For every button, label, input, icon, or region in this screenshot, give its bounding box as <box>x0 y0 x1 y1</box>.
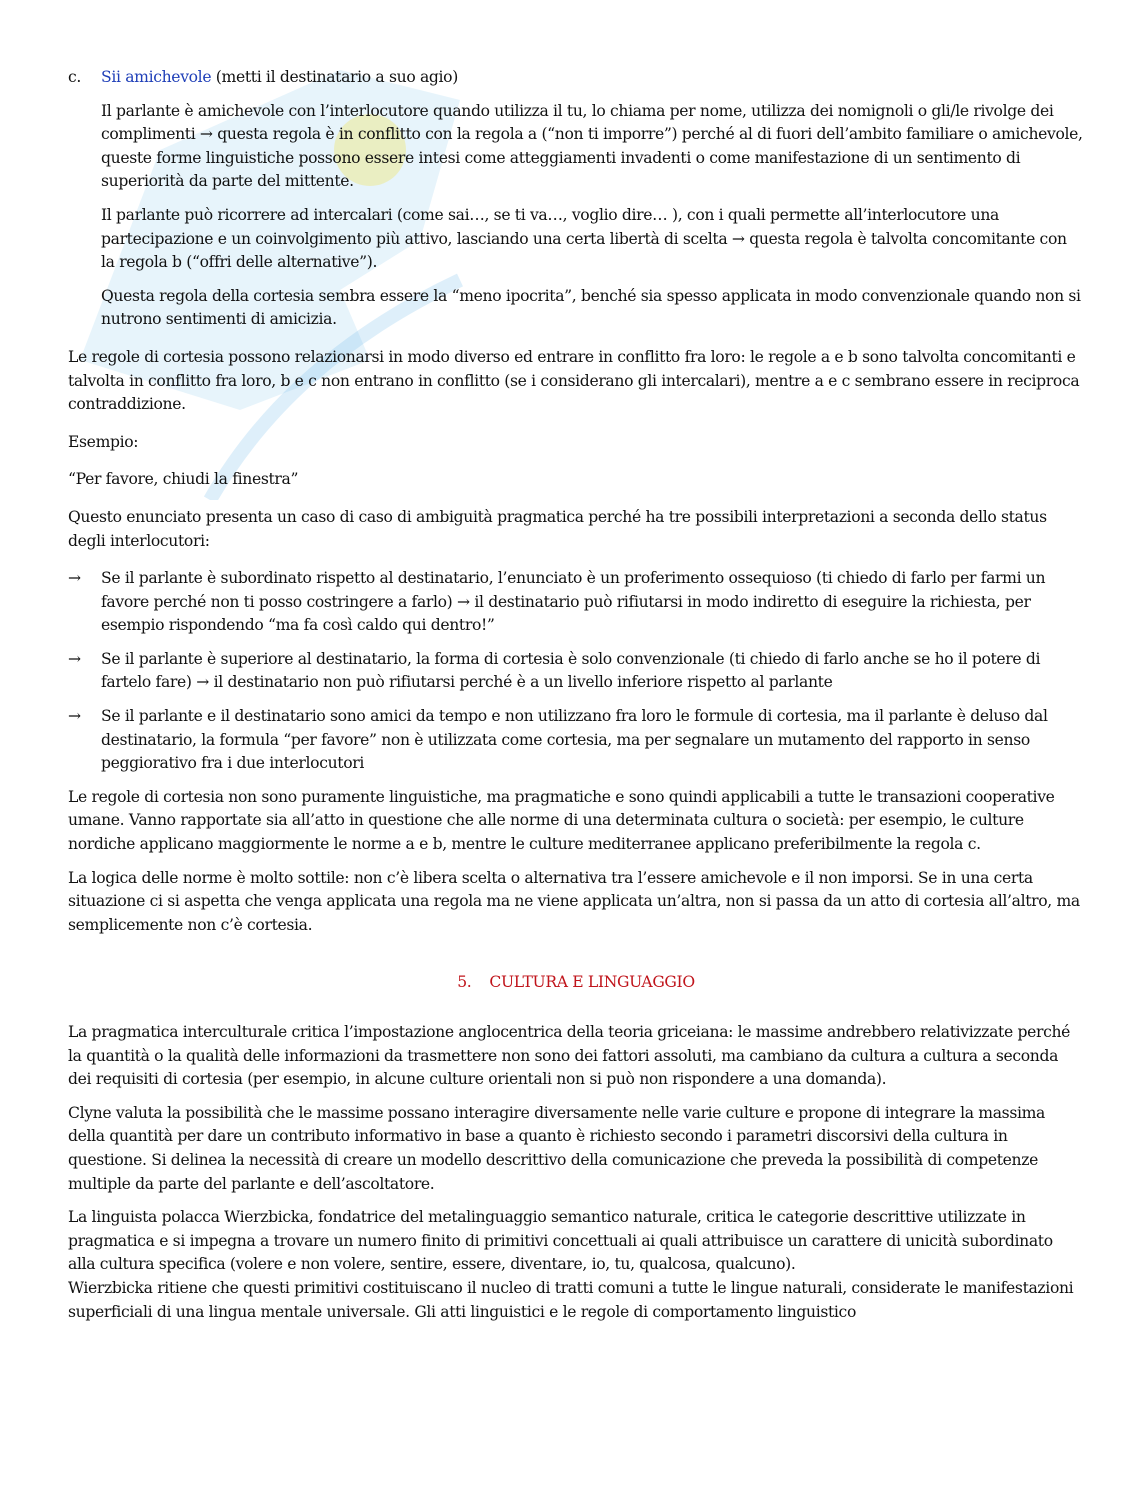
paragraph: La pragmatica interculturale critica l’impostazione anglocentrica della teoria griceiana: le massime andrebbero relativizzate perché la quantità o la qualità delle informazioni da trasmettere non sono dei fattori assoluti, ma cambiano da cultura a cultura a seconda dei requisiti di cortesia (per esempio, in alcune culture orientali non si può non rispondere a una domanda). <box>68 1023 1071 1089</box>
document-page <box>68 66 1084 1334</box>
list-marker: c. <box>68 68 81 86</box>
arrow-icon: → <box>68 649 81 668</box>
paragraph-line: La linguista polacca Wierzbicka, fondatrice del metalinguaggio semantico naturale, critica le categorie descrittive utilizzate in pragmatica e si impegna a trovare un numero finito di primitivi concettuali ai quali attribuisce un carattere di unicità subordinato alla cultura specifica (volere e non volere, sentire, essere, diventare, io, tu, qualcosa, qualcuno). <box>68 1208 1053 1274</box>
arrow-icon: → <box>68 569 81 588</box>
paragraph: Clyne valuta la possibilità che le massime possano interagire diversamente nelle varie culture e propone di integrare la massima della quantità per dare un contributo informativo in base a quanto è richiesto secondo i parametri discorsivi della cultura in questione. Si delinea la necessità di creare un modello descrittivo della comunicazione che preveda la possibilità di competenze multiple da parte del parlante e dell’ascoltatore. <box>68 1103 1045 1193</box>
paragraph: Le regole di cortesia non sono puramente linguistiche, ma pragmatiche e sono quindi applicabili a tutte le transazioni cooperative umane. Vanno rapportate sia all’atto in questione che alle norme di una determinata cultura o società: per esempio, le culture nordiche applicano maggiormente le norme a e b, mentre le culture mediterranee applicano preferibilmente la regola c. <box>68 787 1055 854</box>
rule-c-title: Sii amichevole <box>101 68 212 86</box>
paragraph-line: Wierzbicka ritiene che questi primitivi costituiscano il nucleo di tratti comuni a tutte le lingue naturali, considerate le manifestazioni superficiali di una lingua mentale universale. Gli atti linguistici e le regole di comportamento linguistico <box>68 1278 1074 1321</box>
list-item-text: Se il parlante e il destinatario sono amici da tempo e non utilizzano fra loro le formule di cortesia, ma il parlante è deluso dal destinatario, la formula “per favore” non è utilizzata come cortesia, ma per segnalare un mutamento del rapporto in senso peggiorativo fra i due interlocutori <box>101 707 1048 773</box>
list-item-text: Se il parlante è subordinato rispetto al destinatario, l’enunciato è un proferimento ossequioso (ti chiedo di farlo per farmi un favore perché non ti posso costringere a farlo) → il destinatario può rifiutarsi in modo indiretto di eseguire la richiesta, per esempio rispondendo “ma fa così caldo qui dentro!” <box>101 569 1046 635</box>
paragraph <box>68 1206 1084 1324</box>
rule-c-paragraph: Il parlante può ricorrere ad intercalari (come sai…, se ti va…, voglio dire… ), con i quali permette all’interlocutore una partecipazione e un coinvolgimento più attivo, lasciando una certa libertà di scelta → questa regola è talvolta concomitante con la regola b (“offri delle alternative”). <box>101 205 1067 272</box>
paragraph: Questo enunciato presenta un caso di caso di ambiguità pragmatica perché ha tre possibili interpretazioni a seconda dello status degli interlocutori: <box>68 507 1047 550</box>
paragraph: La logica delle norme è molto sottile: non c’è libera scelta o alternativa tra l’essere amichevole e il non imporsi. Se in una certa situazione ci si aspetta che venga applicata una regola ma ne viene applicata un’altra, non si passa da un atto di cortesia all’altro, ma semplicemente non c’è cortesia. <box>68 868 1080 934</box>
rule-c <box>68 66 1084 332</box>
list-item <box>68 648 1084 695</box>
rule-c-paragraph: Questa regola della cortesia sembra essere la “meno ipocrita”, benché sia spesso applicata in modo convenzionale quando non si nutrono sentimenti di amicizia. <box>101 286 1081 329</box>
paragraph: “Per favore, chiudi la finestra” <box>68 470 299 489</box>
rule-c-subtitle: (metti il destinatario a suo agio) <box>211 68 458 86</box>
paragraph: Le regole di cortesia possono relazionarsi in modo diverso ed entrare in conflitto fra loro: le regole a e b sono talvolta concomitanti e talvolta in conflitto fra loro, b e c non entrano in conflitto (se i considerano gli intercalari), mentre a e c sembrano essere in reciproca contraddizione. <box>68 347 1080 414</box>
arrow-icon: → <box>68 707 81 726</box>
list-item <box>68 705 1084 776</box>
list-item-text: Se il parlante è superiore al destinatario, la forma di cortesia è solo convenzionale (ti chiedo di farlo anche se ho il potere di fartelo fare) → il destinatario non può rifiutarsi perché è a un livello inferiore rispetto al parlante <box>101 649 1041 692</box>
section-heading <box>68 971 1084 995</box>
rule-c-paragraph: Il parlante è amichevole con l’interlocutore quando utilizza il tu, lo chiama per nome, utilizza dei nomignoli o gli/le rivolge dei complimenti → questa regola è in conflitto con la regola a (“non ti imporre”) perché al di fuori dell’ambito familiare o amichevole, queste forme linguistiche possono essere intesi come atteggiamenti invadenti o come manifestazione di un sentimento di superiorità da parte del mittente. <box>101 101 1083 191</box>
paragraph: Esempio: <box>68 432 139 451</box>
list-item <box>68 567 1084 638</box>
section-title: CULTURA E LINGUAGGIO <box>489 973 695 992</box>
section-number: 5. <box>457 973 472 992</box>
